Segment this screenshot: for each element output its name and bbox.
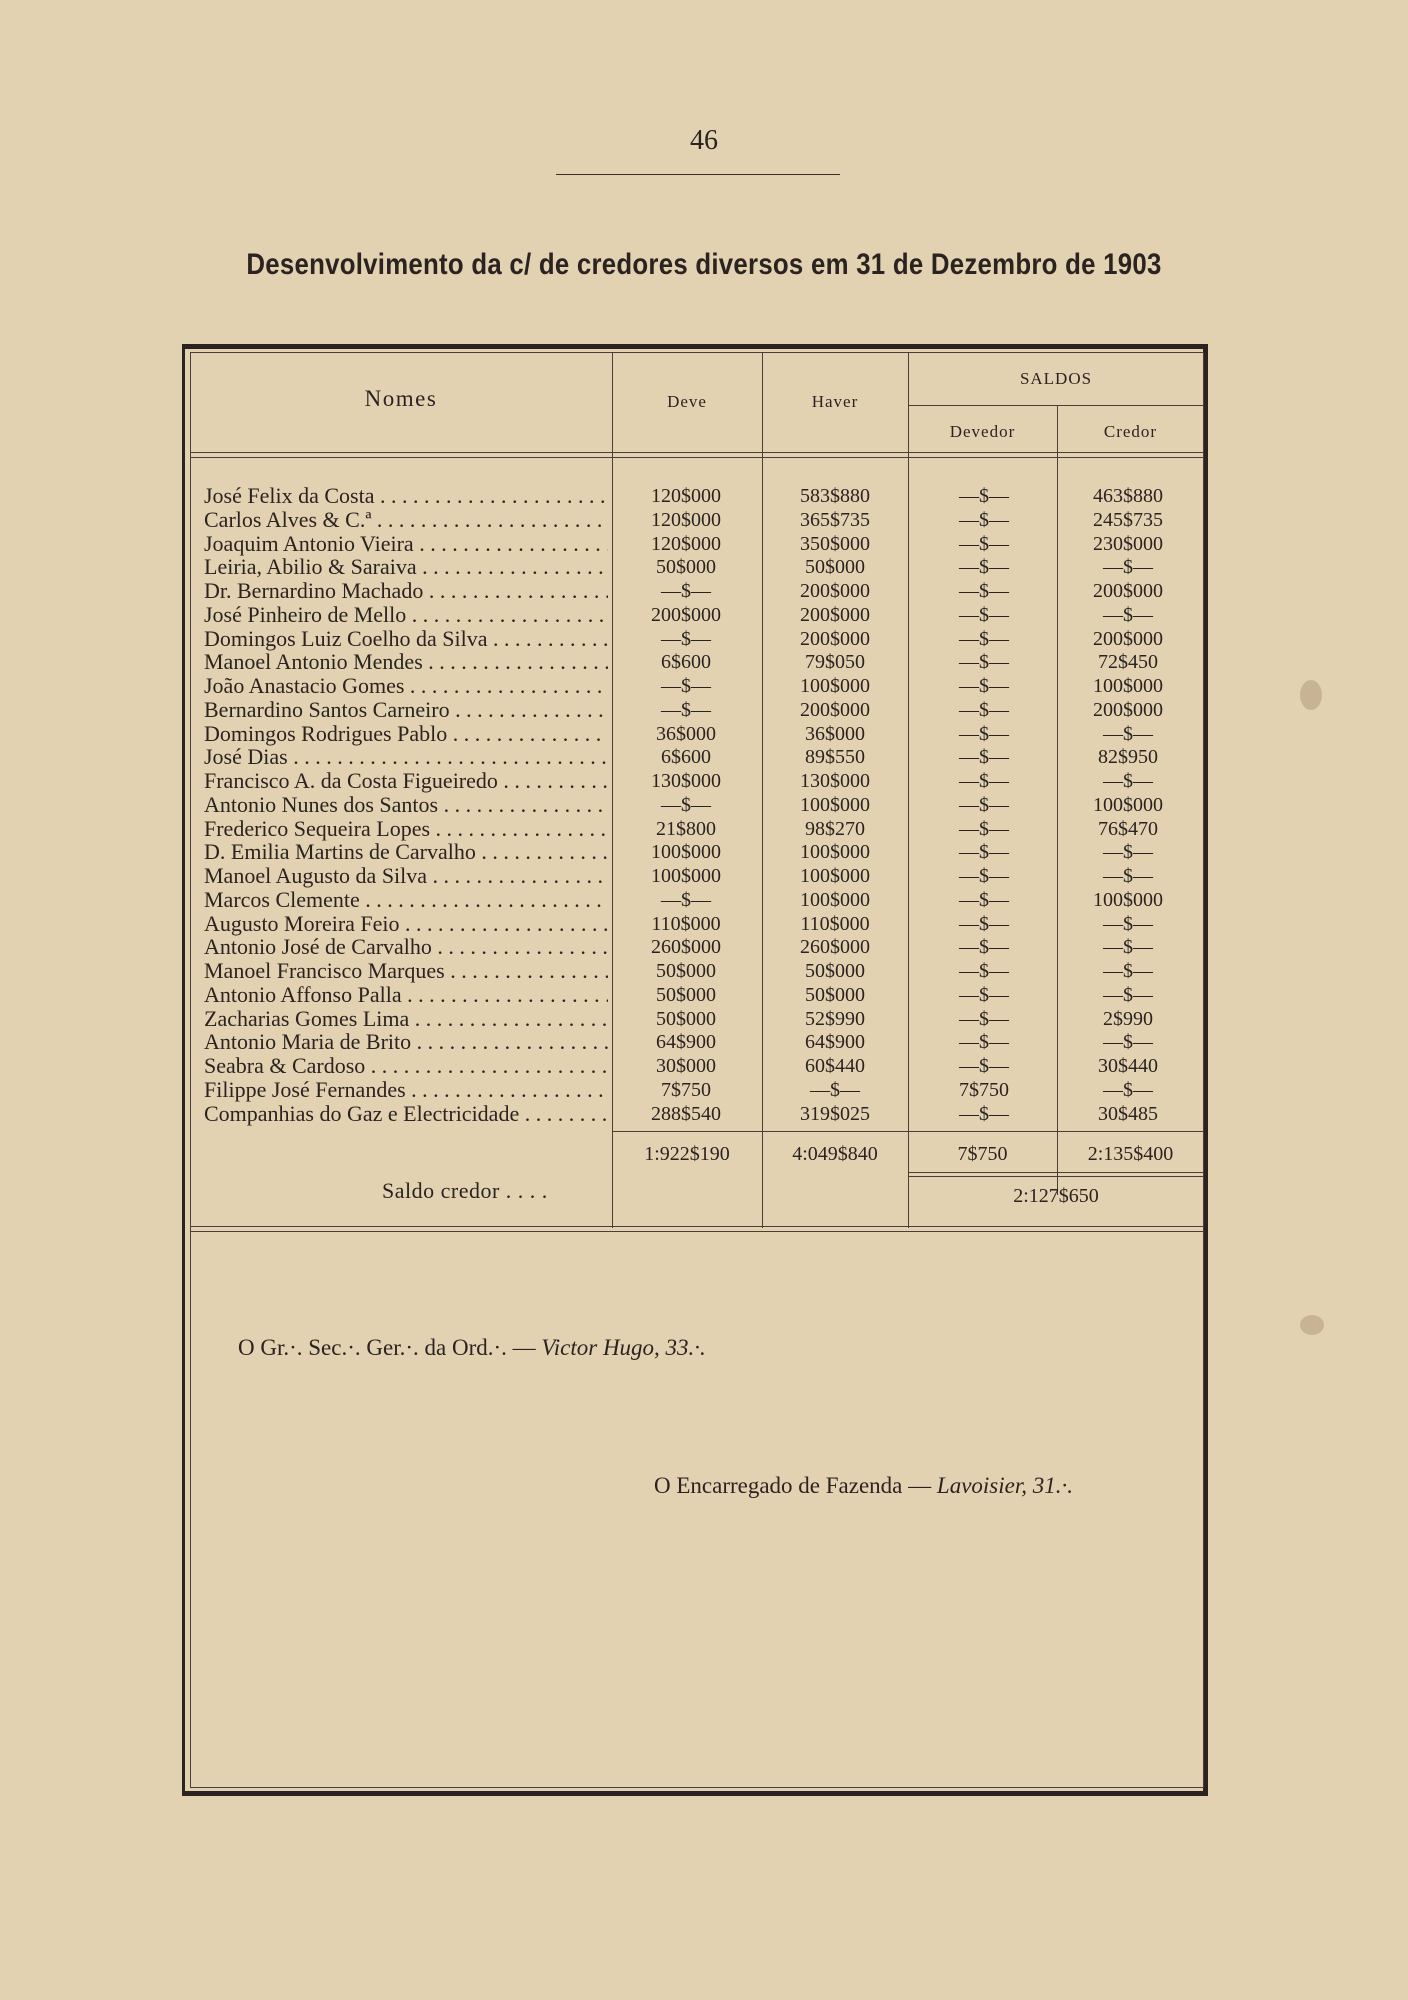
cell-credor: 2$990 [1103,1007,1153,1030]
cell-devedor: —$— [959,508,1009,531]
header-rule-bottom [190,452,1204,453]
table-row [200,1078,1200,1102]
cell-deve: 130$000 [651,770,721,792]
cell-haver: —$— [810,1078,860,1101]
signature-treasurer [654,1473,1073,1499]
cell-credor: —$— [1103,770,1153,792]
cell-devedor: —$— [959,675,1009,697]
table-row [200,698,1200,722]
cell-nome: Companhias do Gaz e Electricidade . . . [204,1102,608,1126]
table-row [200,769,1200,793]
total-haver: 4:049$840 [792,1143,878,1165]
cell-deve: 30$000 [656,1055,716,1077]
cell-haver: 100$000 [800,793,870,816]
cell-deve: 288$540 [651,1102,721,1125]
table-row [200,674,1200,698]
cell-deve: 110$000 [651,912,721,935]
cell-credor: 200$000 [1093,627,1163,650]
table-row [200,1030,1200,1054]
cell-haver: 100$000 [800,865,870,887]
header-deve: Deve [667,392,707,411]
cell-devedor: —$— [959,722,1009,745]
cell-credor: —$— [1103,556,1153,579]
table-row [200,817,1200,841]
cell-devedor: —$— [959,698,1009,721]
cell-devedor: —$— [959,983,1009,1006]
table-row [200,888,1200,912]
cell-haver: 64$900 [805,1031,865,1054]
document-title: Desenvolvimento da c/ de credores diversos em 31 de Dezembro de 1903 [246,248,1162,281]
cell-nome: Joaquim Antonio Vieira . . . [204,532,608,556]
cell-devedor: —$— [959,1031,1009,1054]
total-deve: 1:922$190 [644,1143,730,1165]
cell-devedor: —$— [959,532,1009,555]
cell-credor: —$— [1103,1078,1153,1101]
cell-credor: 100$000 [1093,675,1163,697]
page-number: 46 [690,125,718,156]
cell-credor: 230$000 [1093,532,1163,555]
cell-haver: 100$000 [800,841,870,864]
saldo-rule [908,1176,1204,1177]
table-row [200,935,1200,959]
cell-haver: 36$000 [805,722,865,745]
cell-nome: Seabra & Cardoso . . . [204,1054,608,1078]
cell-credor: —$— [1103,722,1153,745]
cell-nome: José Dias . . . [204,745,608,769]
cell-deve: 100$000 [651,841,721,864]
cell-nome: João Anastacio Gomes . . . [204,674,608,698]
cell-haver: 319$025 [800,1102,870,1125]
cell-nome: Leiria, Abilio & Saraiva . . . [204,555,608,579]
table-row [200,912,1200,936]
cell-deve: —$— [661,888,711,911]
cell-deve: —$— [661,793,711,816]
cell-haver: 98$270 [805,817,865,840]
cell-nome: Antonio José de Carvalho . . . [204,935,608,959]
header-nomes: Nomes [364,386,438,411]
cell-deve: 200$000 [651,603,721,626]
cell-devedor: —$— [959,603,1009,626]
cell-nome: Bernardino Santos Carneiro . . . [204,698,608,722]
saldo-credor-value: 2:127$650 [1013,1185,1099,1207]
cell-haver: 260$000 [800,936,870,959]
cell-deve: 50$000 [656,983,716,1006]
cell-credor: 463$880 [1093,485,1163,507]
cell-devedor: —$— [959,1007,1009,1030]
cell-haver: 50$000 [805,960,865,982]
cell-credor: 245$735 [1093,508,1163,531]
cell-nome: Antonio Affonso Palla . . . [204,983,608,1007]
saldo-rule [908,1172,1204,1173]
cell-devedor: —$— [959,556,1009,579]
cell-credor: 82$950 [1098,746,1158,769]
cell-nome: Manoel Francisco Marques . . . [204,959,608,983]
cell-nome: Marcos Clemente . . . [204,888,608,912]
cell-credor: 30$485 [1098,1102,1158,1125]
header-haver: Haver [811,392,859,411]
cell-devedor: —$— [959,1055,1009,1077]
cell-deve: 50$000 [656,1007,716,1030]
cell-credor: 76$470 [1098,817,1158,840]
cell-haver: 89$550 [805,746,865,769]
cell-credor: —$— [1103,936,1153,959]
cell-nome: José Felix da Costa . . . [204,484,608,508]
cell-deve: —$— [661,675,711,697]
header-rule-bottom [190,457,1204,458]
saldos-rule [908,405,1204,406]
cell-nome: Dr. Bernardino Machado . . . [204,579,608,603]
cell-nome: Antonio Maria de Brito . . . [204,1030,608,1054]
signature-secretary-title: O Gr.·. Sec.·. Ger.·. da Ord.·. — [238,1335,542,1360]
paper-stain [1300,1315,1324,1335]
table-row [200,959,1200,983]
cell-deve: 6$600 [661,746,711,769]
cell-deve: 64$900 [656,1031,716,1054]
cell-haver: 50$000 [805,556,865,579]
total-devedor: 7$750 [957,1143,1008,1165]
signature-secretary [238,1335,706,1361]
cell-deve: 50$000 [656,960,716,982]
cell-credor: —$— [1103,841,1153,864]
table-row [200,840,1200,864]
table-row [200,793,1200,817]
cell-deve: 120$000 [651,532,721,555]
signature-treasurer-name: Lavoisier, 31.·. [936,1473,1073,1498]
cell-haver: 350$000 [800,532,870,555]
signature-treasurer-title: O Encarregado de Fazenda — [654,1473,937,1498]
cell-nome: Manoel Antonio Mendes . . . [204,650,608,674]
cell-credor: 200$000 [1093,580,1163,602]
cell-nome: Carlos Alves & C.ª . . . [204,508,608,532]
cell-devedor: —$— [959,865,1009,887]
cell-credor: —$— [1103,865,1153,887]
cell-credor: 100$000 [1093,793,1163,816]
table-row [200,555,1200,579]
cell-deve: 7$750 [661,1078,711,1101]
table-row [200,1102,1200,1126]
cell-devedor: —$— [959,888,1009,911]
cell-devedor: —$— [959,770,1009,792]
table-row [200,983,1200,1007]
cell-haver: 200$000 [800,698,870,721]
total-credor: 2:135$400 [1087,1143,1174,1165]
cell-haver: 200$000 [800,627,870,650]
cell-deve: —$— [661,627,711,650]
cell-deve: 21$800 [656,817,716,840]
cell-deve: —$— [661,580,711,602]
table-row [200,722,1200,746]
cell-nome: Domingos Luiz Coelho da Silva . . . [204,627,608,651]
cell-haver: 50$000 [805,983,865,1006]
cell-haver: 100$000 [800,675,870,697]
cell-nome: Manoel Augusto da Silva . . . [204,864,608,888]
cell-devedor: —$— [959,960,1009,982]
header-saldos: SALDOS [1019,369,1093,388]
cell-devedor: —$— [959,1102,1009,1125]
cell-haver: 200$000 [800,603,870,626]
header-credor: Credor [1103,422,1158,441]
cell-haver: 200$000 [800,580,870,602]
cell-credor: 30$440 [1098,1055,1158,1077]
table-row [200,650,1200,674]
table-row [200,532,1200,556]
totals-rule [612,1131,1204,1132]
cell-nome: Domingos Rodrigues Pablo . . . [204,722,608,746]
cell-nome: Frederico Sequeira Lopes . . . [204,817,608,841]
cell-devedor: —$— [959,912,1009,935]
cell-haver: 110$000 [800,912,870,935]
cell-deve: 260$000 [651,936,721,959]
cell-credor: —$— [1103,1031,1153,1054]
cell-nome: Zacharias Gomes Lima . . . [204,1007,608,1031]
header-devedor: Devedor [949,422,1016,441]
cell-credor: —$— [1103,603,1153,626]
table-row [200,603,1200,627]
table-row [200,579,1200,603]
cell-deve: 120$000 [651,485,721,507]
cell-devedor: —$— [959,793,1009,816]
cell-deve: 100$000 [651,865,721,887]
cell-haver: 130$000 [800,770,870,792]
table-row [200,864,1200,888]
table-bottom-rule [190,1231,1204,1232]
cell-haver: 365$735 [800,508,870,531]
cell-haver: 583$880 [800,485,870,507]
signature-secretary-name: Victor Hugo, 33.·. [541,1335,706,1360]
cell-nome: Filippe José Fernandes . . . [204,1078,608,1102]
cell-devedor: —$— [959,936,1009,959]
cell-nome: José Pinheiro de Mello . . . [204,603,608,627]
cell-haver: 79$050 [805,651,865,674]
table-bottom-rule [190,1226,1204,1227]
saldo-credor-label-text: Saldo credor [382,1178,500,1203]
cell-nome: D. Emilia Martins de Carvalho . . . [204,840,608,864]
cell-devedor: —$— [959,651,1009,674]
cell-devedor: —$— [959,627,1009,650]
cell-nome: Francisco A. da Costa Figueiredo . . . [204,769,608,793]
cell-devedor: —$— [959,746,1009,769]
cell-haver: 100$000 [800,888,870,911]
cell-devedor: —$— [959,580,1009,602]
cell-credor: —$— [1103,960,1153,982]
saldo-credor-label: Saldo credor . . . . [382,1178,548,1203]
cell-haver: 60$440 [805,1055,865,1077]
table-row [200,1054,1200,1078]
header-rule [556,174,840,175]
cell-haver: 52$990 [805,1007,865,1030]
cell-nome: Augusto Moreira Feio . . . [204,912,608,936]
cell-deve: 50$000 [656,556,716,579]
table-row [200,508,1200,532]
cell-credor: 200$000 [1093,698,1163,721]
table-row [200,745,1200,769]
cell-credor: —$— [1103,912,1153,935]
cell-devedor: 7$750 [959,1078,1009,1101]
cell-credor: 100$000 [1093,888,1163,911]
paper-stain [1300,680,1322,710]
cell-deve: 120$000 [651,508,721,531]
table-row [200,1007,1200,1031]
cell-devedor: —$— [959,485,1009,507]
cell-devedor: —$— [959,841,1009,864]
cell-deve: 36$000 [656,722,716,745]
table-row [200,627,1200,651]
cell-deve: 6$600 [661,651,711,674]
cell-credor: —$— [1103,983,1153,1006]
table-row [200,484,1200,508]
cell-deve: —$— [661,698,711,721]
cell-nome: Antonio Nunes dos Santos . . . [204,793,608,817]
cell-devedor: —$— [959,817,1009,840]
cell-credor: 72$450 [1098,651,1158,674]
